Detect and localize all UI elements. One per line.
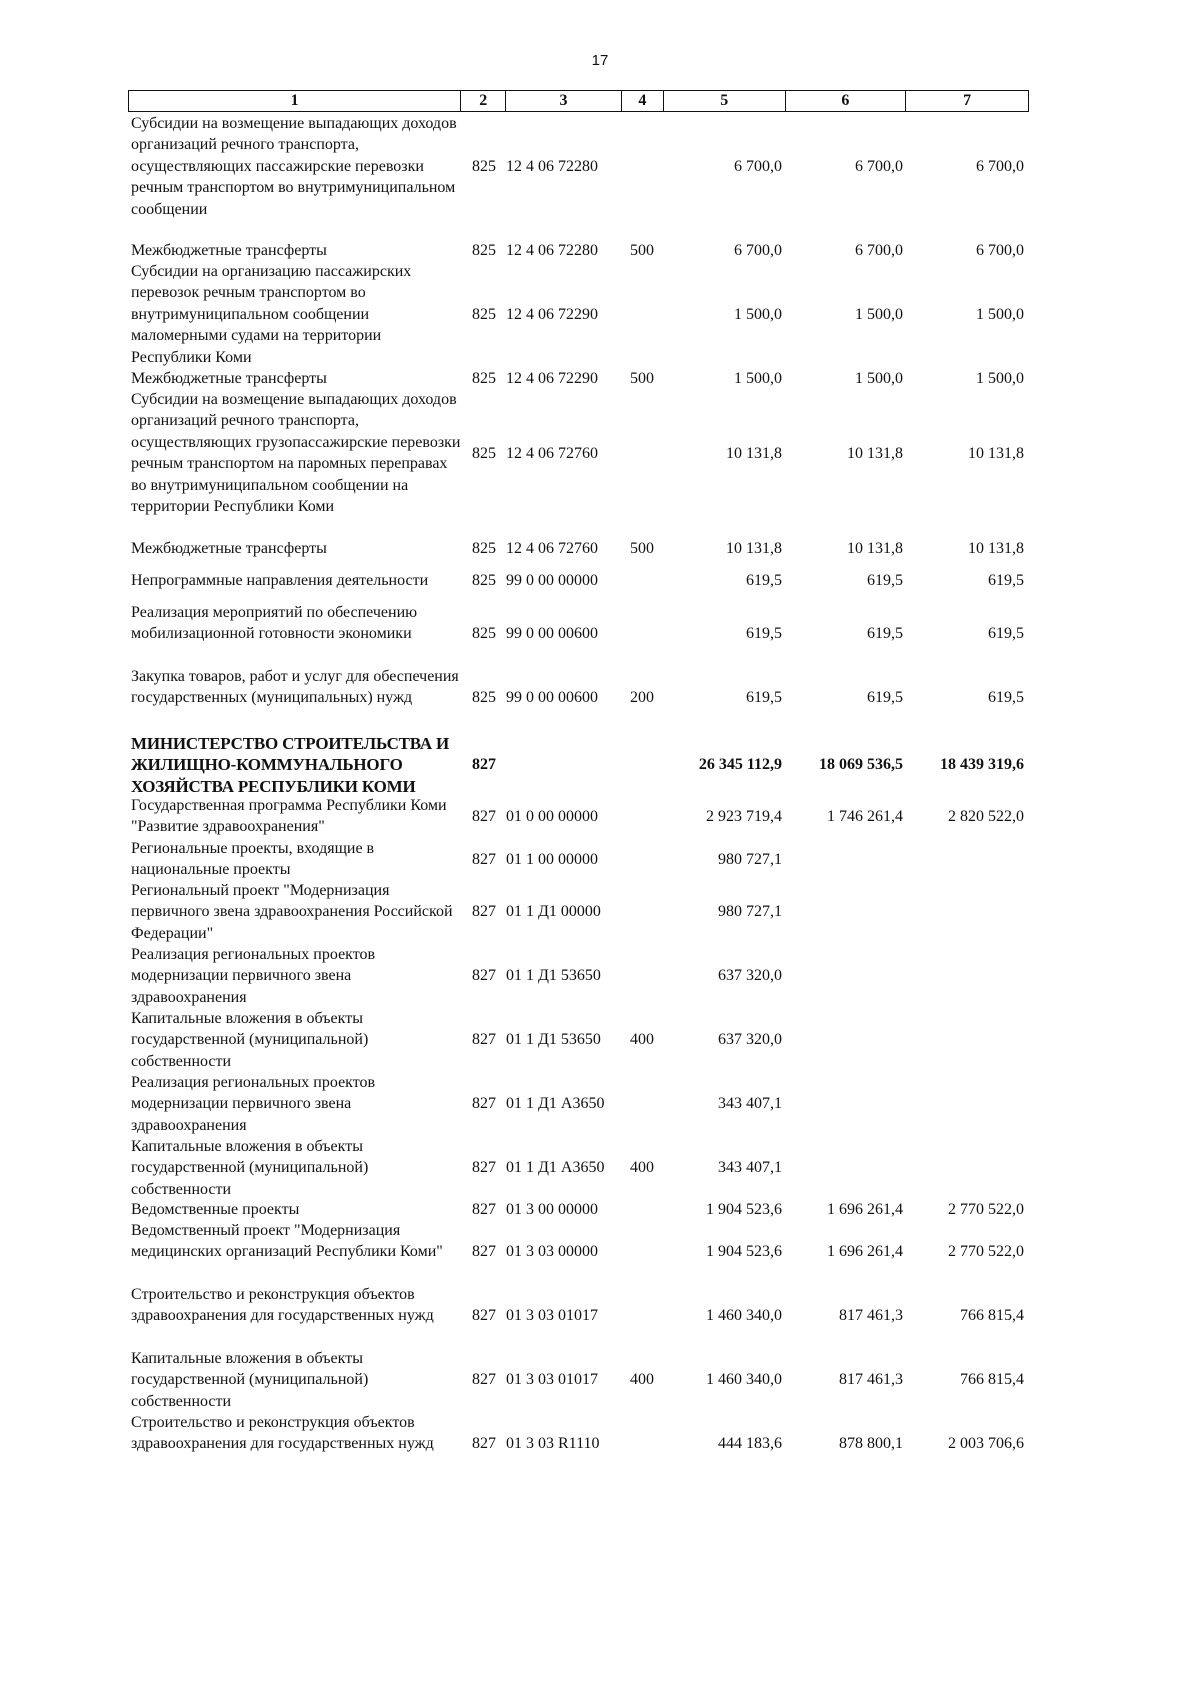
cell-c5: 1 904 523,6: [706, 1201, 782, 1218]
header-col-7: 7: [963, 92, 972, 109]
cell-c3: 12 4 06 72290: [506, 370, 598, 387]
cell-c4: 500: [630, 540, 654, 557]
cell-c5: 619,5: [746, 689, 782, 707]
cell-c7: 6 700,0: [976, 157, 1024, 175]
cell-c7: 10 131,8: [968, 444, 1024, 462]
cell-description: Реализация региональных проектов модернизации первичного звена здравоохранения: [131, 946, 376, 1006]
cell-c5: 6 700,0: [734, 157, 782, 175]
cell-c6: 1 500,0: [855, 305, 903, 323]
cell-description: Государственная программа Республики Коми "Развитие здравоохранения": [131, 797, 447, 836]
cell-c6: 10 131,8: [847, 540, 903, 557]
cell-c7: 619,5: [988, 689, 1024, 707]
cell-c2: 825: [472, 305, 496, 323]
cell-c5: 637 320,0: [718, 967, 782, 985]
cell-c3: 01 1 Д1 А3650: [506, 1095, 605, 1113]
cell-c2: 825: [472, 572, 496, 589]
cell-c4: 400: [630, 1371, 654, 1389]
cell-c5: 343 407,1: [718, 1095, 782, 1113]
cell-c2: 827: [472, 1201, 496, 1218]
cell-c2: 827: [472, 903, 496, 921]
cell-c3: 01 3 00 00000: [506, 1201, 598, 1218]
cell-c4: 400: [630, 1031, 654, 1049]
cell-c7: 1 500,0: [976, 370, 1024, 387]
cell-c7: 10 131,8: [968, 540, 1024, 557]
cell-c2: 827: [472, 1095, 496, 1113]
cell-c3: 99 0 00 00000: [506, 572, 598, 589]
cell-c6: 18 069 536,5: [819, 756, 903, 774]
cell-c2: 827: [472, 850, 496, 868]
cell-c2: 827: [472, 1307, 496, 1325]
cell-c5: 1 500,0: [734, 305, 782, 323]
page-number: 17: [591, 52, 609, 69]
cell-c5: 343 407,1: [718, 1159, 782, 1177]
header-col-4: 4: [622, 91, 664, 111]
cell-c6: 817 461,3: [839, 1307, 903, 1325]
cell-c7: 766 815,4: [960, 1307, 1024, 1325]
cell-c2: 825: [472, 444, 496, 462]
header-col-3: 3: [506, 91, 622, 111]
cell-description: Реализация мероприятий по обеспечению мобилизационной готовности экономики: [131, 604, 418, 643]
cell-c4: 200: [630, 689, 654, 707]
cell-c5: 1 460 340,0: [706, 1307, 782, 1325]
cell-c6: 619,5: [867, 625, 903, 643]
cell-c5: 1 904 523,6: [706, 1243, 782, 1261]
cell-description: Межбюджетные трансферты: [131, 242, 327, 259]
cell-c2: 825: [472, 157, 496, 175]
cell-c5: 980 727,1: [718, 850, 782, 868]
cell-c6: 619,5: [867, 689, 903, 707]
cell-description: Реализация региональных проектов модернизации первичного звена здравоохранения: [131, 1074, 376, 1134]
cell-c6: 10 131,8: [847, 444, 903, 462]
cell-c7: 6 700,0: [976, 242, 1024, 259]
cell-c7: 2 770 522,0: [948, 1201, 1024, 1218]
cell-c3: 12 4 06 72760: [506, 444, 598, 462]
cell-c3: 01 3 03 00000: [506, 1243, 598, 1261]
cell-c7: 18 439 319,6: [940, 756, 1024, 774]
cell-description: Ведомственные проекты: [131, 1201, 300, 1218]
cell-c5: 1 500,0: [734, 370, 782, 387]
cell-c3: 99 0 00 00600: [506, 689, 598, 707]
cell-c5: 619,5: [746, 572, 782, 589]
cell-c5: 619,5: [746, 625, 782, 643]
cell-c6: 1 696 261,4: [827, 1243, 903, 1261]
header-col-2: 2: [461, 91, 506, 111]
cell-c3: 01 1 Д1 53650: [506, 1031, 601, 1049]
cell-c4: 500: [630, 370, 654, 387]
cell-c7: 766 815,4: [960, 1371, 1024, 1389]
cell-description: Ведомственный проект "Модернизация медицинских организаций Республики Коми": [131, 1222, 443, 1261]
cell-c2: 827: [472, 1159, 496, 1177]
cell-c5: 1 460 340,0: [706, 1371, 782, 1389]
cell-description: Строительство и реконструкция объектов здравоохранения для государственных нужд: [131, 1414, 434, 1453]
cell-description: Субсидии на возмещение выпадающих доходов организаций речного транспорта, осуществляющих пассажирские перевозки речным транспортом во внутримуниципальном сообщении: [131, 115, 457, 218]
cell-c5: 6 700,0: [734, 242, 782, 259]
cell-c3: 01 1 Д1 53650: [506, 967, 601, 985]
cell-c3: 12 4 06 72280: [506, 242, 598, 259]
cell-description: Капитальные вложения в объекты государственной (муниципальной) собственности: [131, 1350, 369, 1410]
cell-description: МИНИСТЕРСТВО СТРОИТЕЛЬСТВА И ЖИЛИЩНО-КОММУНАЛЬНОГО ХОЗЯЙСТВА РЕСПУБЛИКИ КОМИ: [131, 734, 450, 796]
cell-c6: 6 700,0: [855, 157, 903, 175]
cell-description: Непрограммные направления деятельности: [131, 572, 429, 589]
cell-c3: 01 3 03 01017: [506, 1307, 598, 1325]
cell-c5: 10 131,8: [726, 540, 782, 557]
cell-description: Субсидии на возмещение выпадающих доходов организаций речного транспорта, осуществляющих грузопассажирские перевозки речным транспортом на паромных переправах во внутримуниципальном сообщении на территории Республики Коми: [131, 391, 461, 516]
cell-c3: 01 1 00 00000: [506, 850, 598, 868]
cell-c6: 878 800,1: [839, 1435, 903, 1453]
cell-description: Капитальные вложения в объекты государственной (муниципальной) собственности: [131, 1138, 369, 1198]
cell-c2: 825: [472, 689, 496, 707]
cell-description: Строительство и реконструкция объектов здравоохранения для государственных нужд: [131, 1286, 434, 1325]
cell-c3: 99 0 00 00600: [506, 625, 598, 643]
cell-c7: 2 820 522,0: [948, 807, 1024, 825]
cell-c3: 12 4 06 72290: [506, 305, 598, 323]
cell-c2: 827: [472, 807, 496, 825]
cell-c5: 2 923 719,4: [706, 807, 782, 825]
cell-c5: 26 345 112,9: [698, 756, 782, 774]
cell-c7: 619,5: [988, 625, 1024, 643]
cell-c2: 827: [472, 1031, 496, 1049]
cell-c2: 825: [472, 625, 496, 643]
cell-c3: 01 1 Д1 А3650: [506, 1159, 605, 1177]
cell-c3: 01 1 Д1 00000: [506, 903, 601, 921]
cell-c2: 827: [472, 756, 496, 774]
cell-c2: 827: [472, 1435, 496, 1453]
cell-description: Региональный проект "Модернизация первичного звена здравоохранения Российской Федерации": [131, 882, 453, 942]
cell-description: Закупка товаров, работ и услуг для обеспечения государственных (муниципальных) нужд: [131, 668, 459, 707]
cell-description: Межбюджетные трансферты: [131, 370, 327, 387]
cell-c6: 619,5: [867, 572, 903, 589]
cell-c3: 01 3 03 R1110: [506, 1435, 600, 1453]
cell-c6: 817 461,3: [839, 1371, 903, 1389]
cell-c2: 825: [472, 370, 496, 387]
cell-c3: 01 0 00 00000: [506, 807, 598, 825]
cell-c3: 12 4 06 72280: [506, 157, 598, 175]
table-header: [128, 90, 1029, 112]
cell-description: Межбюджетные трансферты: [131, 540, 327, 557]
cell-c3: 12 4 06 72760: [506, 540, 598, 557]
cell-c6: 1 696 261,4: [827, 1201, 903, 1218]
cell-c2: 827: [472, 1243, 496, 1261]
cell-c7: 2 003 706,6: [948, 1435, 1024, 1453]
cell-c2: 827: [472, 1371, 496, 1389]
cell-c2: 825: [472, 540, 496, 557]
header-col-1: 1: [129, 91, 461, 111]
cell-c3: 01 3 03 01017: [506, 1371, 598, 1389]
cell-c7: 619,5: [988, 572, 1024, 589]
cell-c6: 6 700,0: [855, 242, 903, 259]
cell-c6: 1 746 261,4: [827, 807, 903, 825]
cell-c5: 980 727,1: [718, 903, 782, 921]
cell-c6: 1 500,0: [855, 370, 903, 387]
cell-c7: 1 500,0: [976, 305, 1024, 323]
header-col-6: 6: [786, 91, 907, 111]
header-col-5: 5: [664, 91, 786, 111]
cell-description: Субсидии на организацию пассажирских перевозок речным транспортом во внутримуниципальном сообщении маломерными судами на территории Республики Коми: [131, 263, 412, 366]
cell-description: Региональные проекты, входящие в национальные проекты: [131, 840, 375, 879]
cell-c2: 827: [472, 967, 496, 985]
cell-description: Капитальные вложения в объекты государственной (муниципальной) собственности: [131, 1010, 369, 1070]
cell-c4: 500: [630, 242, 654, 259]
cell-c4: 400: [630, 1159, 654, 1177]
cell-c7: 2 770 522,0: [948, 1243, 1024, 1261]
cell-c5: 444 183,6: [718, 1435, 782, 1453]
cell-c2: 825: [472, 242, 496, 259]
cell-c5: 637 320,0: [718, 1031, 782, 1049]
cell-c5: 10 131,8: [726, 444, 782, 462]
